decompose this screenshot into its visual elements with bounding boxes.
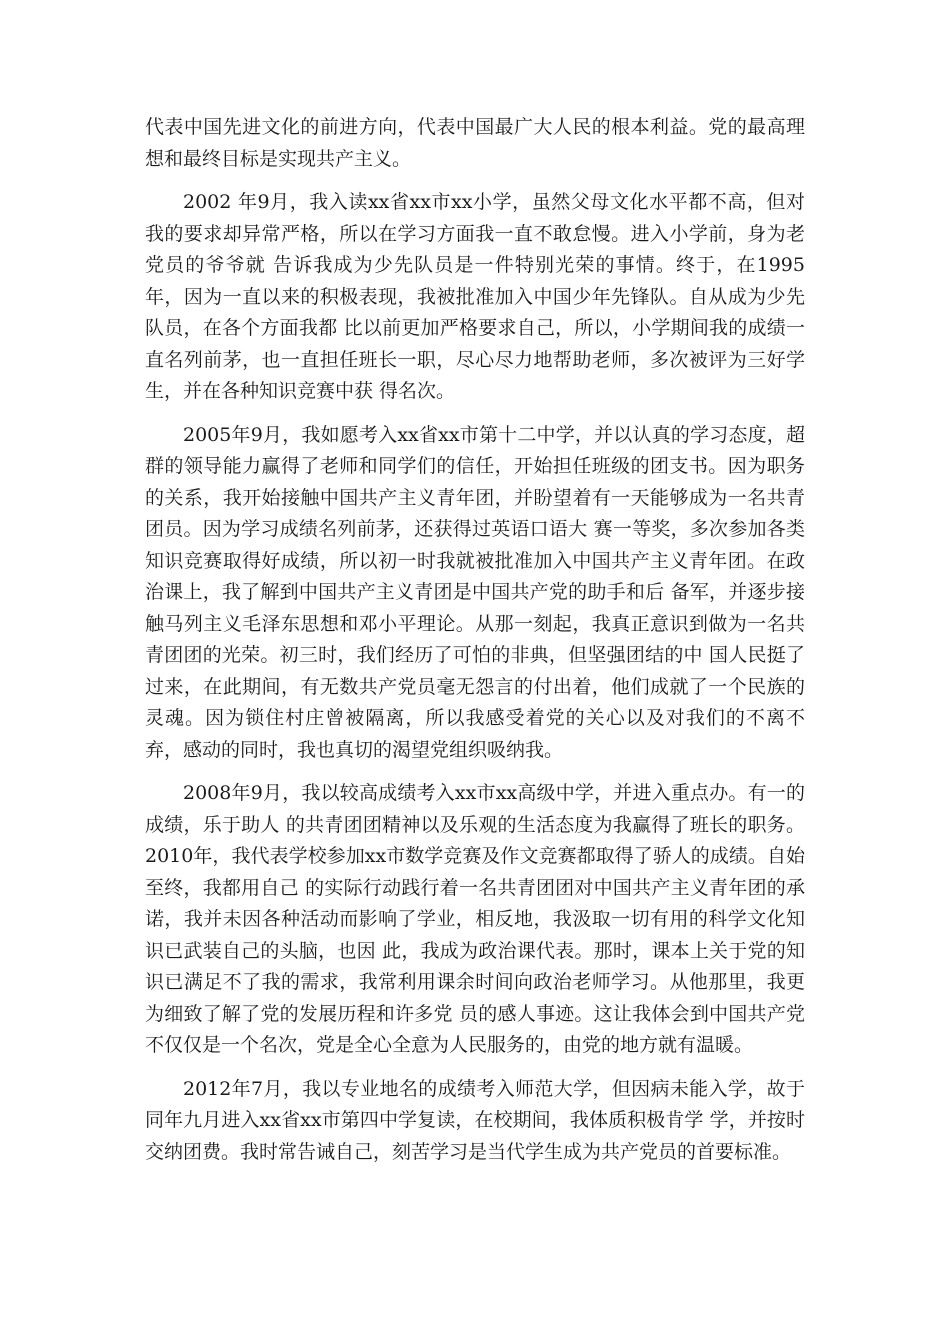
- paragraph-party-ideals: 代表中国先进文化的前进方向，代表中国最广大人民的根本利益。党的最高理想和最终目标是实现共产主义。: [145, 116, 805, 170]
- paragraph-2012-university: 2012年7月，我以专业地名的成绩考入师范大学，但因病未能入学，故于同年九月进入xx省xx市第四中学复读，在校期间，我体质积极肯学 学，并按时交纳团费。我时常告诫自己，刻苦学习是当代学生成为共产党员的首要标准。: [145, 1077, 805, 1163]
- paragraph-2005-middle-school: 2005年9月，我如愿考入xx省xx市第十二中学，并以认真的学习态度，超群的领导能力赢得了老师和同学们的信任，开始担任班级的团支书。因为职务的关系，我开始接触中国共产主义青年团，并盼望着有一天能够成为一名共青团员。因为学习成绩名列前茅，还获得过英语口语大 赛一等奖，多次参加各类知识竞赛取得好成绩，所以初一时我就被批准加入中国共产主义青年团。在政治课上，我了解到中国共产主义青团是中国共产党的助手和后 备军，并逐步接触马列主义毛泽东思想和邓小平理论。从那一刻起，我真正意识到做为一名共青团团的光荣。初三时，我们经历了可怕的非典，但坚强团结的中 国人民挺了过来，在此期间，有无数共产党员毫无怨言的付出着，他们成就了一个民族的灵魂。因为锁住村庄曾被隔离，所以我感受着党的关心以及对我们的不离不弃，感动的同时，我也真切的渴望党组织吸纳我。: [145, 423, 805, 761]
- document-page: [145, 112, 805, 1180]
- paragraph-2002-primary-school: 2002 年9月，我入读xx省xx市xx小学，虽然父母文化水平都不高，但对我的要求却异常严格，所以在学习方面我一直不敢怠慢。进入小学前，身为老党员的爷爷就 告诉我成为少先队员是一件特别光荣的事情。终于，在1995年，因为一直以来的积极表现，我被批准加入中国少年先锋队。自从成为少先队员，在各个方面我都 比以前更加严格要求自己，所以，小学期间我的成绩一直名列前茅，也一直担任班长一职，尽心尽力地帮助老师，多次被评为三好学生，并在各种知识竞赛中获 得名次。: [145, 191, 805, 402]
- paragraph-2008-high-school: 2008年9月，我以较高成绩考入xx市xx高级中学，并进入重点办。有一的成绩，乐于助人 的共青团团精神以及乐观的生活态度为我赢得了班长的职务。2010年，我代表学校参加xx市数学竞赛及作文竞赛都取得了骄人的成绩。自始至终，我都用自己 的实际行动践行着一名共青团团对中国共产主义青年团的承诺，我并未因各种活动而影响了学业，相反地，我汲取一切有用的科学文化知识已武装自己的头脑，也因 此，我成为政治课代表。那时，课本上关于党的知识已满足不了我的需求，我常利用课余时间向政治老师学习。从他那里，我更为细致了解了党的发展历程和许多党 员的感人事迹。这让我体会到中国共产党不仅仅是一个名次，党是全心全意为人民服务的，由党的地方就有温暖。: [145, 782, 805, 1056]
